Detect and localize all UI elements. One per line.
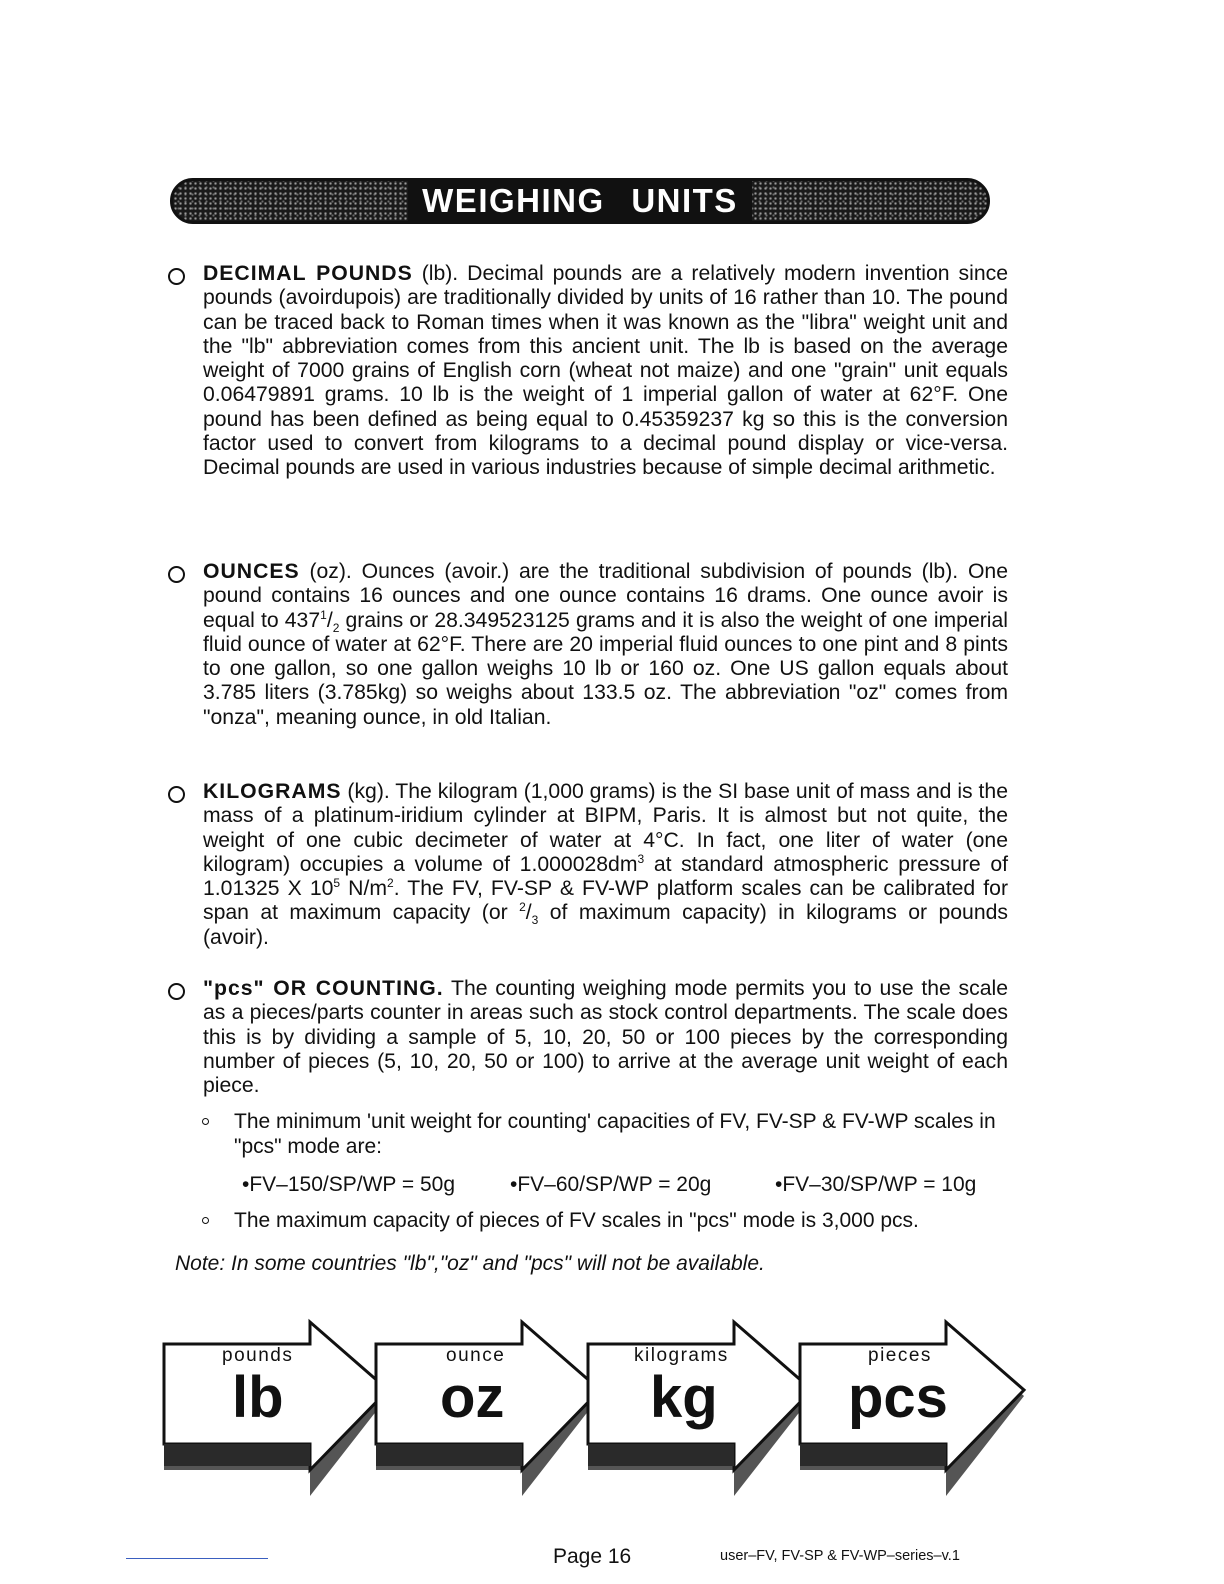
- unit-arrow-ounce: [372, 1318, 607, 1496]
- section-decimal-pounds: [168, 262, 1008, 481]
- counting-paragraph: [203, 977, 1008, 1098]
- section-ounces: [168, 560, 1008, 730]
- ounces-text-b: grains or 28.349523125 grams and it is also the weight of one imperial fluid ounce of water at 62°F. There are 20 imperial fluid ounces to one pint and 8 pints to one gallon, so one gallon weighs 10 lb or 160 oz. One US gallon equals about 3.785 liters (3.785kg) so weighs about 133.5 oz. The abbreviation "oz" comes from "onza", meaning ounce, in old Italian.: [203, 608, 1008, 729]
- bullet-circle-icon: [168, 983, 185, 1000]
- page-number: Page 16: [553, 1545, 632, 1568]
- small-bullet-icon: [202, 1118, 209, 1125]
- maximum-capacity-text: The maximum capacity of pieces of FV scales in "pcs" mode is 3,000 pcs.: [234, 1209, 919, 1232]
- unit-abbreviation: pcs: [848, 1365, 948, 1430]
- fraction-denominator: 2: [332, 620, 340, 635]
- unit-abbreviation: kg: [650, 1365, 718, 1430]
- kilograms-text-d: . The FV, FV-SP & FV-WP platform scales can be calibrated for span at maximum capacity (or: [203, 877, 1009, 925]
- page-title: WEIGHING UNITS: [408, 180, 752, 222]
- kilograms-text-a: (kg). The kilogram (1,000 grams) is the SI base unit of mass and is the mass of a platinum-iridium cylinder at BIPM, Paris. It is almost but not quite, the weight of one cubic decimeter of water at 4°C. In fact, one liter of water (one kilogram) occupies a volume of 1.000028dm: [203, 780, 1008, 876]
- unit-word: ounce: [446, 1345, 506, 1366]
- unit-word: kilograms: [634, 1345, 729, 1366]
- unit-abbreviation: oz: [440, 1365, 505, 1430]
- kilograms-text-b: at standard atmospheric pressure of 1.01325 X 10: [203, 852, 1009, 901]
- model-capacity-2: •FV–60/SP/WP = 20g: [510, 1173, 712, 1196]
- availability-note: Note: In some countries "lb","oz" and "pcs" will not be available.: [175, 1252, 765, 1275]
- kilograms-heading: KILOGRAMS: [203, 780, 342, 803]
- small-bullet-icon: [202, 1217, 209, 1224]
- ounces-text-a: (oz). Ounces (avoir.) are the traditional subdivision of pounds (lb). One pound contains 16 ounces and one ounce contains 16 drams. One ounce avoir is equal to 437: [203, 560, 1008, 632]
- fraction-numerator: 2: [519, 900, 526, 915]
- kilograms-paragraph: KILOGRAMS (kg). The kilogram (1,000 grams) is the SI base unit of mass and is the mass of a platinum-iridium cylinder at BIPM, Paris. It is almost but not quite, the weight of one cubic decimeter of water at 4°C. In fact, one liter of water (one kilogram) occupies a volume of $1.000028dm^3$ at standard atmospheric pressure of 1.01325 X $10^5$ $N/m^2$. The FV, FV-SP & FV-WP platform scales can be calibrated for span at maximum capacity (or $^2/_3$ of maximum capacity) in kilograms or pounds (avoir).: [203, 780, 1009, 949]
- counting-text: The counting weighing mode permits you to use the scale as a pieces/parts counter in areas such as stock control departments. The scale does this is by dividing a sample of 5, 10, 20, 50 or 100 pieces by the corresponding number of pieces (5, 10, 20, 50 or 100) to arrive at the average unit weight of each piece.: [203, 977, 1008, 1098]
- ounces-heading: OUNCES: [203, 560, 300, 583]
- section-counting: [168, 977, 1008, 1098]
- bullet-circle-icon: [168, 566, 185, 583]
- unit-abbreviation: lb: [232, 1365, 284, 1430]
- section-kilograms: [168, 780, 1008, 950]
- footer-divider: [126, 1558, 268, 1559]
- unit-word: pounds: [222, 1345, 294, 1366]
- ounces-paragraph: OUNCES (oz). Ounces (avoir.) are the traditional subdivision of pounds (lb). One pound contains 16 ounces and one ounce contains 16 drams. One ounce avoir is equal to $437^1/_2$ grains or 28.349523125 grams and it is also the weight of one imperial fluid ounce of water at 62°F. There are 20 imperial fluid ounces to one pint and 8 pints to one gallon, so one gallon weighs 10 lb or 160 oz. One US gallon equals about 3.785 liters (3.785kg) so weighs about 133.5 oz. The abbreviation "oz" comes from "onza", meaning ounce, in old Italian.: [203, 560, 1008, 729]
- model-capacity-1: •FV–150/SP/WP = 50g: [242, 1173, 456, 1196]
- bullet-circle-icon: [168, 268, 185, 285]
- kilograms-text-e: of maximum capacity) in kilograms or pounds (avoir).: [203, 901, 1008, 949]
- minimum-unit-weight-text: The minimum 'unit weight for counting' capacities of FV, FV-SP & FV-WP scales in "pcs" mode are:: [234, 1110, 996, 1158]
- fraction-numerator: 1: [320, 607, 327, 622]
- bullet-circle-icon: [168, 786, 185, 803]
- sub-item-maximum-capacity: [208, 1208, 1008, 1233]
- unit-arrow-pounds: [160, 1318, 395, 1496]
- superscript: 3: [637, 851, 645, 866]
- superscript: 5: [333, 876, 341, 891]
- decimal-pounds-heading: DECIMAL POUNDS: [203, 262, 413, 285]
- title-banner: [170, 178, 990, 224]
- counting-heading: "pcs" OR COUNTING.: [203, 977, 444, 1000]
- sub-item-minimum-unit-weight: [208, 1109, 1008, 1159]
- model-capacity-3: •FV–30/SP/WP = 10g: [775, 1173, 977, 1196]
- kilograms-text-c: N/m: [340, 877, 388, 901]
- decimal-pounds-paragraph: [203, 262, 1008, 481]
- fraction-denominator: 3: [531, 913, 539, 928]
- unit-arrow-pieces: [796, 1318, 1031, 1496]
- unit-arrow-kilograms: [584, 1318, 819, 1496]
- superscript: 2: [387, 876, 394, 891]
- unit-word: pieces: [868, 1345, 932, 1366]
- document-id: user–FV, FV-SP & FV-WP–series–v.1: [720, 1548, 960, 1564]
- decimal-pounds-text: (lb). Decimal pounds are a relatively modern invention since pounds (avoirdupois) are traditionally divided by units of 16 rather than 10. The pound can be traced back to Roman times when it was known as the "libra" weight unit and the "lb" abbreviation comes from this ancient unit. The lb is based on the average weight of 7000 grains of English corn (wheat not maize) and one "grain" unit equals 0.06479891 grams. 10 lb is the weight of 1 imperial gallon of water at 62°F. One pound has been defined as being equal to 0.45359237 kg so this is the conversion factor used to convert from kilograms to a decimal pound display or vice-versa. Decimal pounds are used in various industries because of simple decimal arithmetic.: [203, 262, 1008, 480]
